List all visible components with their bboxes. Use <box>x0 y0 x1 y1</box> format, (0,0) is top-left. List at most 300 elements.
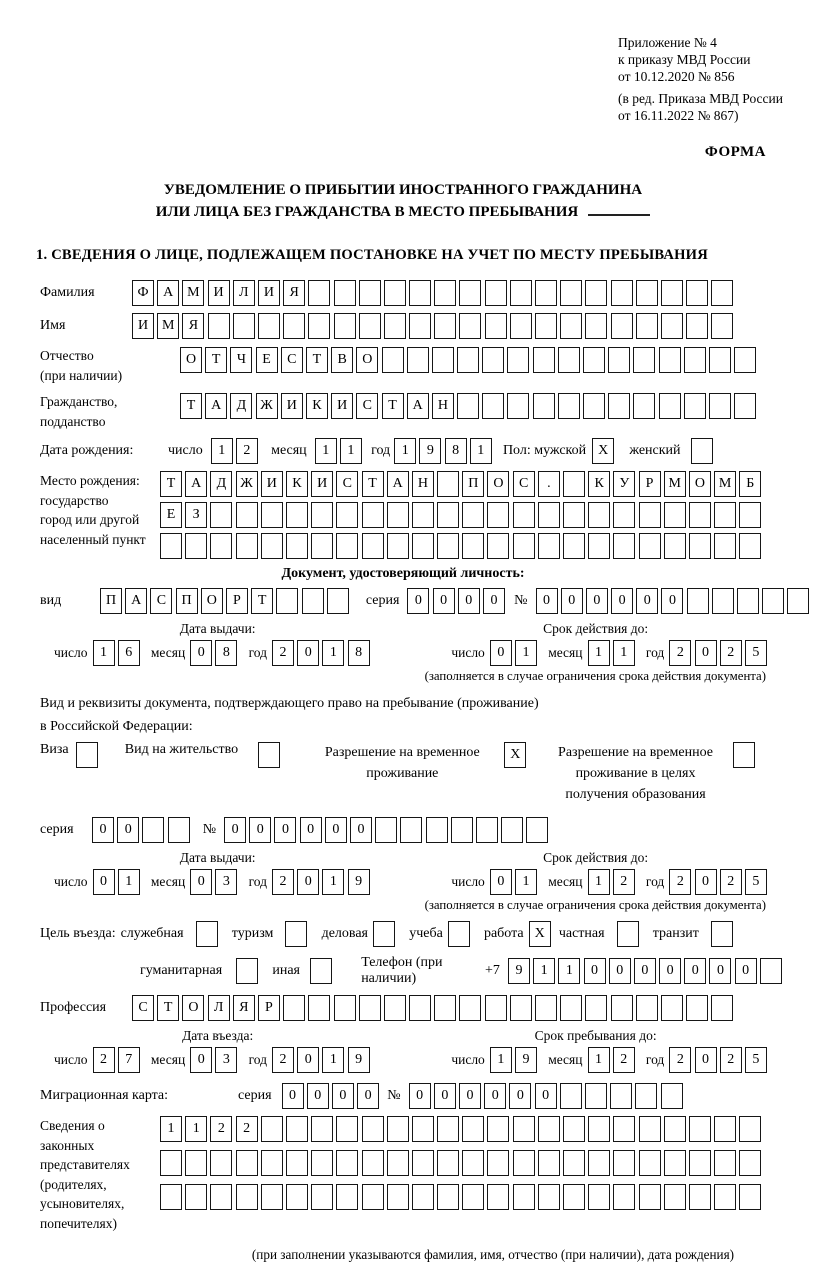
char-cell <box>787 588 809 614</box>
identity-issue-heading: Дата выдачи: <box>179 621 256 636</box>
char-cell: 3 <box>215 869 237 895</box>
char-cell <box>457 347 479 373</box>
char-cell <box>459 280 481 306</box>
char-cell: 0 <box>709 958 731 984</box>
residence-permit-label: Вид на жительство <box>124 742 239 757</box>
char-cell <box>462 502 484 528</box>
day-label: число <box>451 874 485 889</box>
char-cell <box>686 995 708 1021</box>
citizenship-cells <box>180 393 759 419</box>
char-cell <box>563 1150 585 1176</box>
residence-series-label: серия <box>40 822 74 837</box>
char-cell <box>583 347 605 373</box>
char-cell <box>739 502 761 528</box>
char-cell: X <box>504 742 526 768</box>
char-cell <box>236 1184 258 1210</box>
sex-male-label: Пол: мужской <box>502 443 587 458</box>
char-cell: М <box>182 280 204 306</box>
char-cell <box>311 533 333 559</box>
char-cell <box>633 393 655 419</box>
char-cell <box>434 313 456 339</box>
char-cell <box>426 817 448 843</box>
migration-series-cells <box>282 1083 383 1109</box>
char-cell: 0 <box>609 958 631 984</box>
profession-row <box>40 995 796 1021</box>
char-cell: А <box>407 393 429 419</box>
char-cell: О <box>182 995 204 1021</box>
char-cell: П <box>176 588 198 614</box>
char-cell <box>285 921 307 947</box>
char-cell <box>434 995 456 1021</box>
char-cell: 0 <box>636 588 658 614</box>
char-cell <box>437 1184 459 1210</box>
representatives-cells-row1 <box>160 1116 765 1142</box>
char-cell: 0 <box>459 1083 481 1109</box>
char-cell <box>661 280 683 306</box>
purpose-transit-label: транзит <box>652 926 699 941</box>
char-cell <box>334 313 356 339</box>
char-cell: 0 <box>224 817 246 843</box>
char-cell <box>384 313 406 339</box>
char-cell <box>412 1184 434 1210</box>
surname-label: Фамилия <box>40 285 95 300</box>
month-label: месяц <box>548 874 583 889</box>
residence-valid-year-cells <box>669 869 770 895</box>
char-cell: 1 <box>588 640 610 666</box>
char-cell <box>362 1116 384 1142</box>
char-cell: 0 <box>409 1083 431 1109</box>
year-label: год <box>645 874 665 889</box>
char-cell <box>689 533 711 559</box>
residence-issue-day-cells <box>93 869 143 895</box>
birth-place-row <box>40 471 796 559</box>
char-cell <box>459 995 481 1021</box>
char-cell <box>611 280 633 306</box>
char-cell <box>487 1184 509 1210</box>
char-cell: О <box>356 347 378 373</box>
purpose-work-checkbox <box>529 921 554 947</box>
char-cell: С <box>132 995 154 1021</box>
identity-kind-row <box>40 588 796 614</box>
residence-issue-date <box>40 869 395 895</box>
identity-valid-date <box>395 640 796 666</box>
char-cell <box>611 313 633 339</box>
char-cell: 9 <box>348 869 370 895</box>
identity-valid-month-cells <box>588 640 638 666</box>
char-cell <box>459 313 481 339</box>
purpose-tourism-label: туризм <box>231 926 274 941</box>
char-cell: Т <box>306 347 328 373</box>
birth-date-label: Дата рождения: <box>40 443 134 458</box>
char-cell <box>639 533 661 559</box>
identity-issue-date <box>40 640 395 666</box>
char-cell <box>286 1150 308 1176</box>
char-cell <box>387 533 409 559</box>
char-cell: 1 <box>515 640 537 666</box>
birth-day-label: число <box>168 443 203 458</box>
char-cell: Ж <box>236 471 258 497</box>
char-cell <box>407 347 429 373</box>
birth-year-label: год <box>371 443 391 458</box>
entry-stay-dates <box>40 1028 796 1073</box>
char-cell: О <box>201 588 223 614</box>
representatives-note: (при заполнении указываются фамилия, имя, отчество (при наличии), дата рождения) <box>251 1247 735 1262</box>
char-cell <box>387 1184 409 1210</box>
char-cell <box>513 1150 535 1176</box>
char-cell: Р <box>639 471 661 497</box>
char-cell <box>538 502 560 528</box>
char-cell: 2 <box>720 640 742 666</box>
char-cell <box>412 502 434 528</box>
char-cell: 9 <box>515 1047 537 1073</box>
char-cell: 1 <box>315 438 337 464</box>
char-cell <box>585 1083 607 1109</box>
char-cell <box>664 502 686 528</box>
year-label: год <box>248 645 267 660</box>
char-cell: 7 <box>118 1047 140 1073</box>
day-label: число <box>451 645 485 660</box>
day-label: число <box>54 874 88 889</box>
char-cell <box>661 995 683 1021</box>
annex-line: к приказу МВД России <box>618 52 751 67</box>
char-cell <box>311 502 333 528</box>
patronymic-row <box>40 346 796 385</box>
char-cell <box>560 280 582 306</box>
char-cell: 0 <box>434 1083 456 1109</box>
day-label: число <box>451 1052 485 1067</box>
migration-series-label: серия <box>238 1088 272 1103</box>
char-cell <box>286 533 308 559</box>
char-cell: 5 <box>745 640 767 666</box>
char-cell: Л <box>208 995 230 1021</box>
char-cell <box>734 347 756 373</box>
entry-date-heading: Дата въезда: <box>182 1028 254 1043</box>
char-cell <box>585 995 607 1021</box>
purpose-business-label: деловая <box>321 926 368 941</box>
char-cell: Б <box>739 471 761 497</box>
citizenship-row <box>40 392 796 431</box>
section1-heading: 1. СВЕДЕНИЯ О ЛИЦЕ, ПОДЛЕЖАЩЕМ ПОСТАНОВКЕ НА УЧЕТ ПО МЕСТУ ПРЕБЫВАНИЯ <box>36 247 708 263</box>
char-cell <box>382 347 404 373</box>
month-label: месяц <box>150 874 186 889</box>
char-cell: 2 <box>93 1047 115 1073</box>
char-cell <box>585 280 607 306</box>
identity-valid-year-cells <box>669 640 770 666</box>
title-line1: УВЕДОМЛЕНИЕ О ПРИБЫТИИ ИНОСТРАННОГО ГРАЖДАНИНА <box>163 182 643 198</box>
char-cell <box>432 347 454 373</box>
char-cell <box>236 958 258 984</box>
char-cell <box>714 502 736 528</box>
title-blank-underline <box>588 202 650 216</box>
char-cell <box>513 502 535 528</box>
purpose-private-label: частная <box>558 926 605 941</box>
char-cell: 0 <box>325 817 347 843</box>
char-cell: 1 <box>322 869 344 895</box>
residence-valid-month-cells <box>588 869 638 895</box>
char-cell <box>233 313 255 339</box>
char-cell <box>664 1116 686 1142</box>
char-cell <box>689 1184 711 1210</box>
char-cell: Р <box>258 995 280 1021</box>
char-cell <box>760 958 782 984</box>
residence-issue-heading: Дата выдачи: <box>179 850 256 865</box>
char-cell: 8 <box>445 438 467 464</box>
char-cell: 0 <box>307 1083 329 1109</box>
char-cell: 0 <box>282 1083 304 1109</box>
char-cell: А <box>205 393 227 419</box>
temp-residence-permit-checkbox <box>504 742 529 768</box>
residence-valid-day-cells <box>490 869 540 895</box>
char-cell <box>611 995 633 1021</box>
phone-label: Телефон (при наличии) <box>361 955 443 986</box>
char-cell <box>412 1150 434 1176</box>
char-cell <box>507 393 529 419</box>
char-cell <box>558 393 580 419</box>
residence-valid-heading: Срок действия до: <box>543 850 649 865</box>
char-cell <box>711 995 733 1021</box>
char-cell <box>76 742 98 768</box>
char-cell <box>487 533 509 559</box>
char-cell: 0 <box>634 958 656 984</box>
char-cell <box>236 502 258 528</box>
char-cell <box>334 280 356 306</box>
char-cell: 2 <box>669 640 691 666</box>
char-cell <box>661 1083 683 1109</box>
char-cell <box>684 393 706 419</box>
char-cell: Д <box>230 393 252 419</box>
char-cell: 1 <box>211 438 233 464</box>
char-cell <box>258 313 280 339</box>
entry-day-cells <box>93 1047 143 1073</box>
identity-issue-day-cells <box>93 640 143 666</box>
char-cell: 0 <box>407 588 429 614</box>
entry-date <box>40 1047 395 1073</box>
char-cell <box>538 1184 560 1210</box>
identity-number-cells <box>536 588 813 614</box>
char-cell: 0 <box>561 588 583 614</box>
char-cell <box>310 958 332 984</box>
char-cell <box>258 742 280 768</box>
residence-intro-line2: в Российской Федерации: <box>40 719 193 734</box>
char-cell <box>336 1150 358 1176</box>
char-cell: 2 <box>236 1116 258 1142</box>
residence-doc-options <box>40 742 796 805</box>
purpose-official-label: служебная <box>120 926 184 941</box>
char-cell: И <box>281 393 303 419</box>
char-cell: 0 <box>458 588 480 614</box>
char-cell <box>362 502 384 528</box>
char-cell <box>633 347 655 373</box>
char-cell <box>142 817 164 843</box>
char-cell <box>613 533 635 559</box>
char-cell: 0 <box>735 958 757 984</box>
char-cell: 0 <box>297 1047 319 1073</box>
char-cell <box>308 313 330 339</box>
char-cell: 1 <box>322 1047 344 1073</box>
char-cell <box>501 817 523 843</box>
purpose-tourism-checkbox <box>285 921 310 947</box>
representatives-label: Сведения о законных представителях (родителях, усыновителях, попечителях) <box>40 1118 130 1231</box>
char-cell: 1 <box>558 958 580 984</box>
char-cell <box>510 280 532 306</box>
char-cell <box>485 313 507 339</box>
form-label: ФОРМА <box>704 144 766 160</box>
purpose-official-checkbox <box>196 921 221 947</box>
birth-place-cells-row3 <box>160 533 765 559</box>
char-cell: У <box>613 471 635 497</box>
char-cell: С <box>150 588 172 614</box>
char-cell <box>359 313 381 339</box>
char-cell: М <box>157 313 179 339</box>
residence-permit-option <box>125 742 284 768</box>
char-cell <box>160 533 182 559</box>
day-label: число <box>54 1052 88 1067</box>
char-cell <box>336 502 358 528</box>
char-cell <box>482 393 504 419</box>
char-cell <box>711 921 733 947</box>
birth-place-label: Место рождения: государство город или другой населенный пункт <box>40 473 146 547</box>
char-cell <box>563 533 585 559</box>
char-cell: 1 <box>613 640 635 666</box>
given-name-label: Имя <box>40 318 66 333</box>
char-cell: С <box>281 347 303 373</box>
char-cell <box>639 1150 661 1176</box>
char-cell <box>336 1184 358 1210</box>
purpose-humanitarian-checkbox <box>236 958 261 984</box>
amendment-line: (в ред. Приказа МВД России <box>618 91 783 106</box>
char-cell: 2 <box>613 1047 635 1073</box>
char-cell: Д <box>210 471 232 497</box>
annex-line: от 10.12.2020 № 856 <box>618 69 735 84</box>
char-cell <box>359 280 381 306</box>
char-cell <box>451 817 473 843</box>
char-cell <box>448 921 470 947</box>
char-cell: Е <box>160 502 182 528</box>
month-label: месяц <box>150 645 186 660</box>
month-label: месяц <box>548 645 583 660</box>
char-cell <box>373 921 395 947</box>
char-cell: Т <box>382 393 404 419</box>
char-cell <box>664 1150 686 1176</box>
patronymic-cells <box>180 347 759 373</box>
char-cell: 0 <box>190 640 212 666</box>
char-cell <box>661 313 683 339</box>
char-cell <box>283 995 305 1021</box>
char-cell <box>513 533 535 559</box>
char-cell <box>437 533 459 559</box>
birth-year-cells <box>394 438 495 464</box>
char-cell <box>384 995 406 1021</box>
char-cell <box>659 393 681 419</box>
char-cell: 1 <box>515 869 537 895</box>
char-cell <box>734 393 756 419</box>
birth-month-label: месяц <box>271 443 307 458</box>
identity-kind-label: вид <box>40 593 62 608</box>
char-cell <box>359 995 381 1021</box>
char-cell <box>327 588 349 614</box>
char-cell <box>585 313 607 339</box>
given-name-cells <box>132 313 737 339</box>
char-cell <box>538 1150 560 1176</box>
char-cell <box>437 1116 459 1142</box>
residence-number-label: № <box>202 822 217 837</box>
char-cell: Т <box>205 347 227 373</box>
char-cell <box>636 280 658 306</box>
char-cell <box>635 1083 657 1109</box>
year-label: год <box>248 874 267 889</box>
migration-number-label: № <box>387 1088 401 1103</box>
char-cell <box>210 1184 232 1210</box>
char-cell <box>462 1184 484 1210</box>
char-cell <box>610 1083 632 1109</box>
char-cell <box>560 313 582 339</box>
char-cell <box>510 995 532 1021</box>
char-cell: 2 <box>669 1047 691 1073</box>
stay-day-cells <box>490 1047 540 1073</box>
char-cell: 0 <box>490 640 512 666</box>
migration-card-row <box>40 1083 796 1109</box>
identity-kind-cells <box>100 588 352 614</box>
char-cell <box>686 280 708 306</box>
char-cell <box>613 1116 635 1142</box>
char-cell <box>639 502 661 528</box>
char-cell <box>639 1184 661 1210</box>
char-cell: 0 <box>350 817 372 843</box>
char-cell <box>457 393 479 419</box>
char-cell <box>437 502 459 528</box>
title-line2: ИЛИ ЛИЦА БЕЗ ГРАЖДАНСТВА В МЕСТО ПРЕБЫВАНИЯ <box>40 201 766 223</box>
entry-year-cells <box>272 1047 373 1073</box>
birth-day-cells <box>211 438 261 464</box>
char-cell: 1 <box>160 1116 182 1142</box>
purpose-study-label: учеба <box>409 926 443 941</box>
residence-issue-month-cells <box>190 869 240 895</box>
char-cell <box>535 280 557 306</box>
residence-issue-year-cells <box>272 869 373 895</box>
residence-series-cells <box>92 817 193 843</box>
char-cell <box>210 1150 232 1176</box>
char-cell: И <box>261 471 283 497</box>
char-cell <box>737 588 759 614</box>
year-label: год <box>248 1052 267 1067</box>
stay-year-cells <box>669 1047 770 1073</box>
stay-until-date <box>395 1047 796 1073</box>
char-cell: 2 <box>613 869 635 895</box>
residence-series-row <box>40 817 796 843</box>
char-cell: 1 <box>394 438 416 464</box>
char-cell: Ч <box>230 347 252 373</box>
residence-doc-intro <box>40 692 796 738</box>
char-cell <box>691 438 713 464</box>
char-cell: 6 <box>118 640 140 666</box>
char-cell <box>196 921 218 947</box>
char-cell <box>739 533 761 559</box>
char-cell <box>560 995 582 1021</box>
purpose-row2 <box>40 955 796 987</box>
char-cell: 1 <box>588 1047 610 1073</box>
residence-valid-date <box>395 869 796 895</box>
char-cell <box>739 1184 761 1210</box>
char-cell <box>437 1150 459 1176</box>
char-cell: 8 <box>215 640 237 666</box>
char-cell <box>588 1116 610 1142</box>
char-cell <box>261 533 283 559</box>
char-cell <box>659 347 681 373</box>
char-cell: 2 <box>272 1047 294 1073</box>
char-cell <box>487 502 509 528</box>
char-cell: П <box>462 471 484 497</box>
char-cell <box>210 533 232 559</box>
